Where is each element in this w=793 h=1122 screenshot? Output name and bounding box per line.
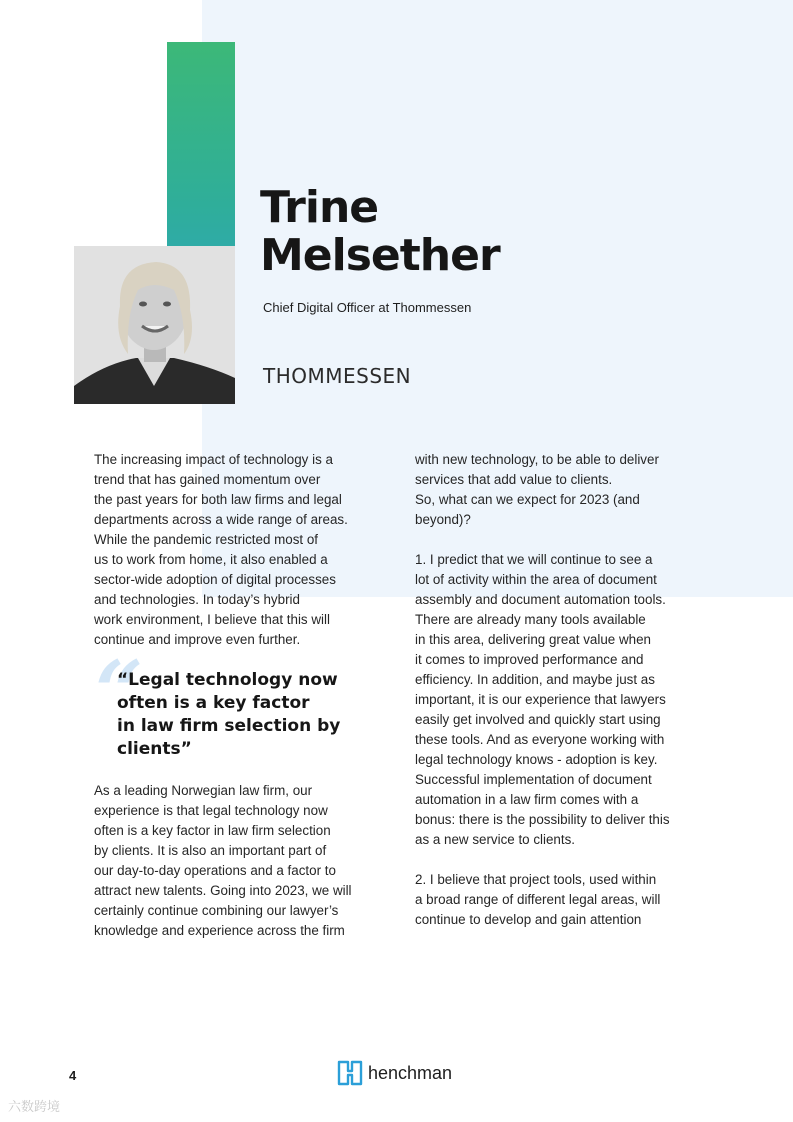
text-line: While the pandemic restricted most of	[94, 532, 319, 547]
text-line: our day-to-day operations and a factor to	[94, 863, 336, 878]
pull-quote-line: “Legal technology now	[117, 670, 338, 690]
text-line: with new technology, to be able to deliver	[415, 452, 659, 467]
text-line: automation in a law firm comes with a	[415, 792, 639, 807]
text-line: 2. I believe that project tools, used within	[415, 872, 657, 887]
text-line: departments across a wide range of areas.	[94, 512, 348, 527]
text-line: experience is that legal technology now	[94, 803, 328, 818]
thommessen-logo: THOMMESSEN	[263, 364, 412, 388]
text-line: as a new service to clients.	[415, 832, 576, 847]
text-line: 1. I predict that we will continue to see a	[415, 552, 653, 567]
text-line: important, it is our experience that lawyers	[415, 692, 666, 707]
text-line: assembly and document automation tools.	[415, 592, 666, 607]
text-line: attract new talents. Going into 2023, we will	[94, 883, 352, 898]
henchman-logo-icon	[337, 1060, 363, 1086]
pull-quote-line: in law firm selection by	[117, 716, 341, 736]
quote-mark-icon: “	[95, 642, 144, 741]
text-line: beyond)?	[415, 512, 471, 527]
person-role: Chief Digital Officer at Thommessen	[263, 300, 472, 315]
name-line-1: Trine	[260, 182, 379, 233]
text-line: the past years for both law firms and legal	[94, 492, 342, 507]
person-name	[260, 184, 500, 280]
pull-quote-line: often is a key factor	[117, 693, 310, 713]
page-number: 4	[69, 1068, 77, 1083]
name-line-2: Melsether	[260, 230, 500, 281]
text-line: knowledge and experience across the firm	[94, 923, 345, 938]
text-line: legal technology knows - adoption is key.	[415, 752, 658, 767]
text-line: So, what can we expect for 2023 (and	[415, 492, 640, 507]
text-line: us to work from home, it also enabled a	[94, 552, 328, 567]
text-line: a broad range of different legal areas, will	[415, 892, 661, 907]
column2	[415, 450, 705, 930]
text-line: easily get involved and quickly start using	[415, 712, 661, 727]
text-line: There are already many tools available	[415, 612, 646, 627]
text-line: sector-wide adoption of digital processes	[94, 572, 336, 587]
text-line: it comes to improved performance and	[415, 652, 644, 667]
text-line: often is a key factor in law firm selection	[94, 823, 331, 838]
pull-quote	[117, 669, 357, 761]
column1-paragraph1	[94, 450, 379, 650]
text-line: and technologies. In today’s hybrid	[94, 592, 300, 607]
henchman-logo	[337, 1059, 452, 1087]
text-line: services that add value to clients.	[415, 472, 613, 487]
text-line: lot of activity within the area of document	[415, 572, 657, 587]
text-line: in this area, delivering great value when	[415, 632, 651, 647]
text-line: certainly continue combining our lawyer’s	[94, 903, 339, 918]
text-line: trend that has gained momentum over	[94, 472, 321, 487]
henchman-wordmark: henchman	[368, 1062, 453, 1083]
text-line: by clients. It is also an important part of	[94, 843, 327, 858]
text-line: As a leading Norwegian law firm, our	[94, 783, 313, 798]
text-line: Successful implementation of document	[415, 772, 652, 787]
text-line: continue and improve even further.	[94, 632, 301, 647]
pull-quote-line: clients”	[117, 739, 192, 759]
watermark: 六数跨境	[8, 1099, 61, 1114]
column1-paragraph2	[94, 781, 379, 941]
text-line: continue to develop and gain attention	[415, 912, 642, 927]
text-line: efficiency. In addition, and maybe just as	[415, 672, 655, 687]
text-line: these tools. And as everyone working with	[415, 732, 665, 747]
profile-photo	[74, 246, 235, 404]
text-line: bonus: there is the possibility to deliver this	[415, 812, 670, 827]
text-line: work environment, I believe that this will	[94, 612, 330, 627]
text-line: The increasing impact of technology is a	[94, 452, 333, 467]
